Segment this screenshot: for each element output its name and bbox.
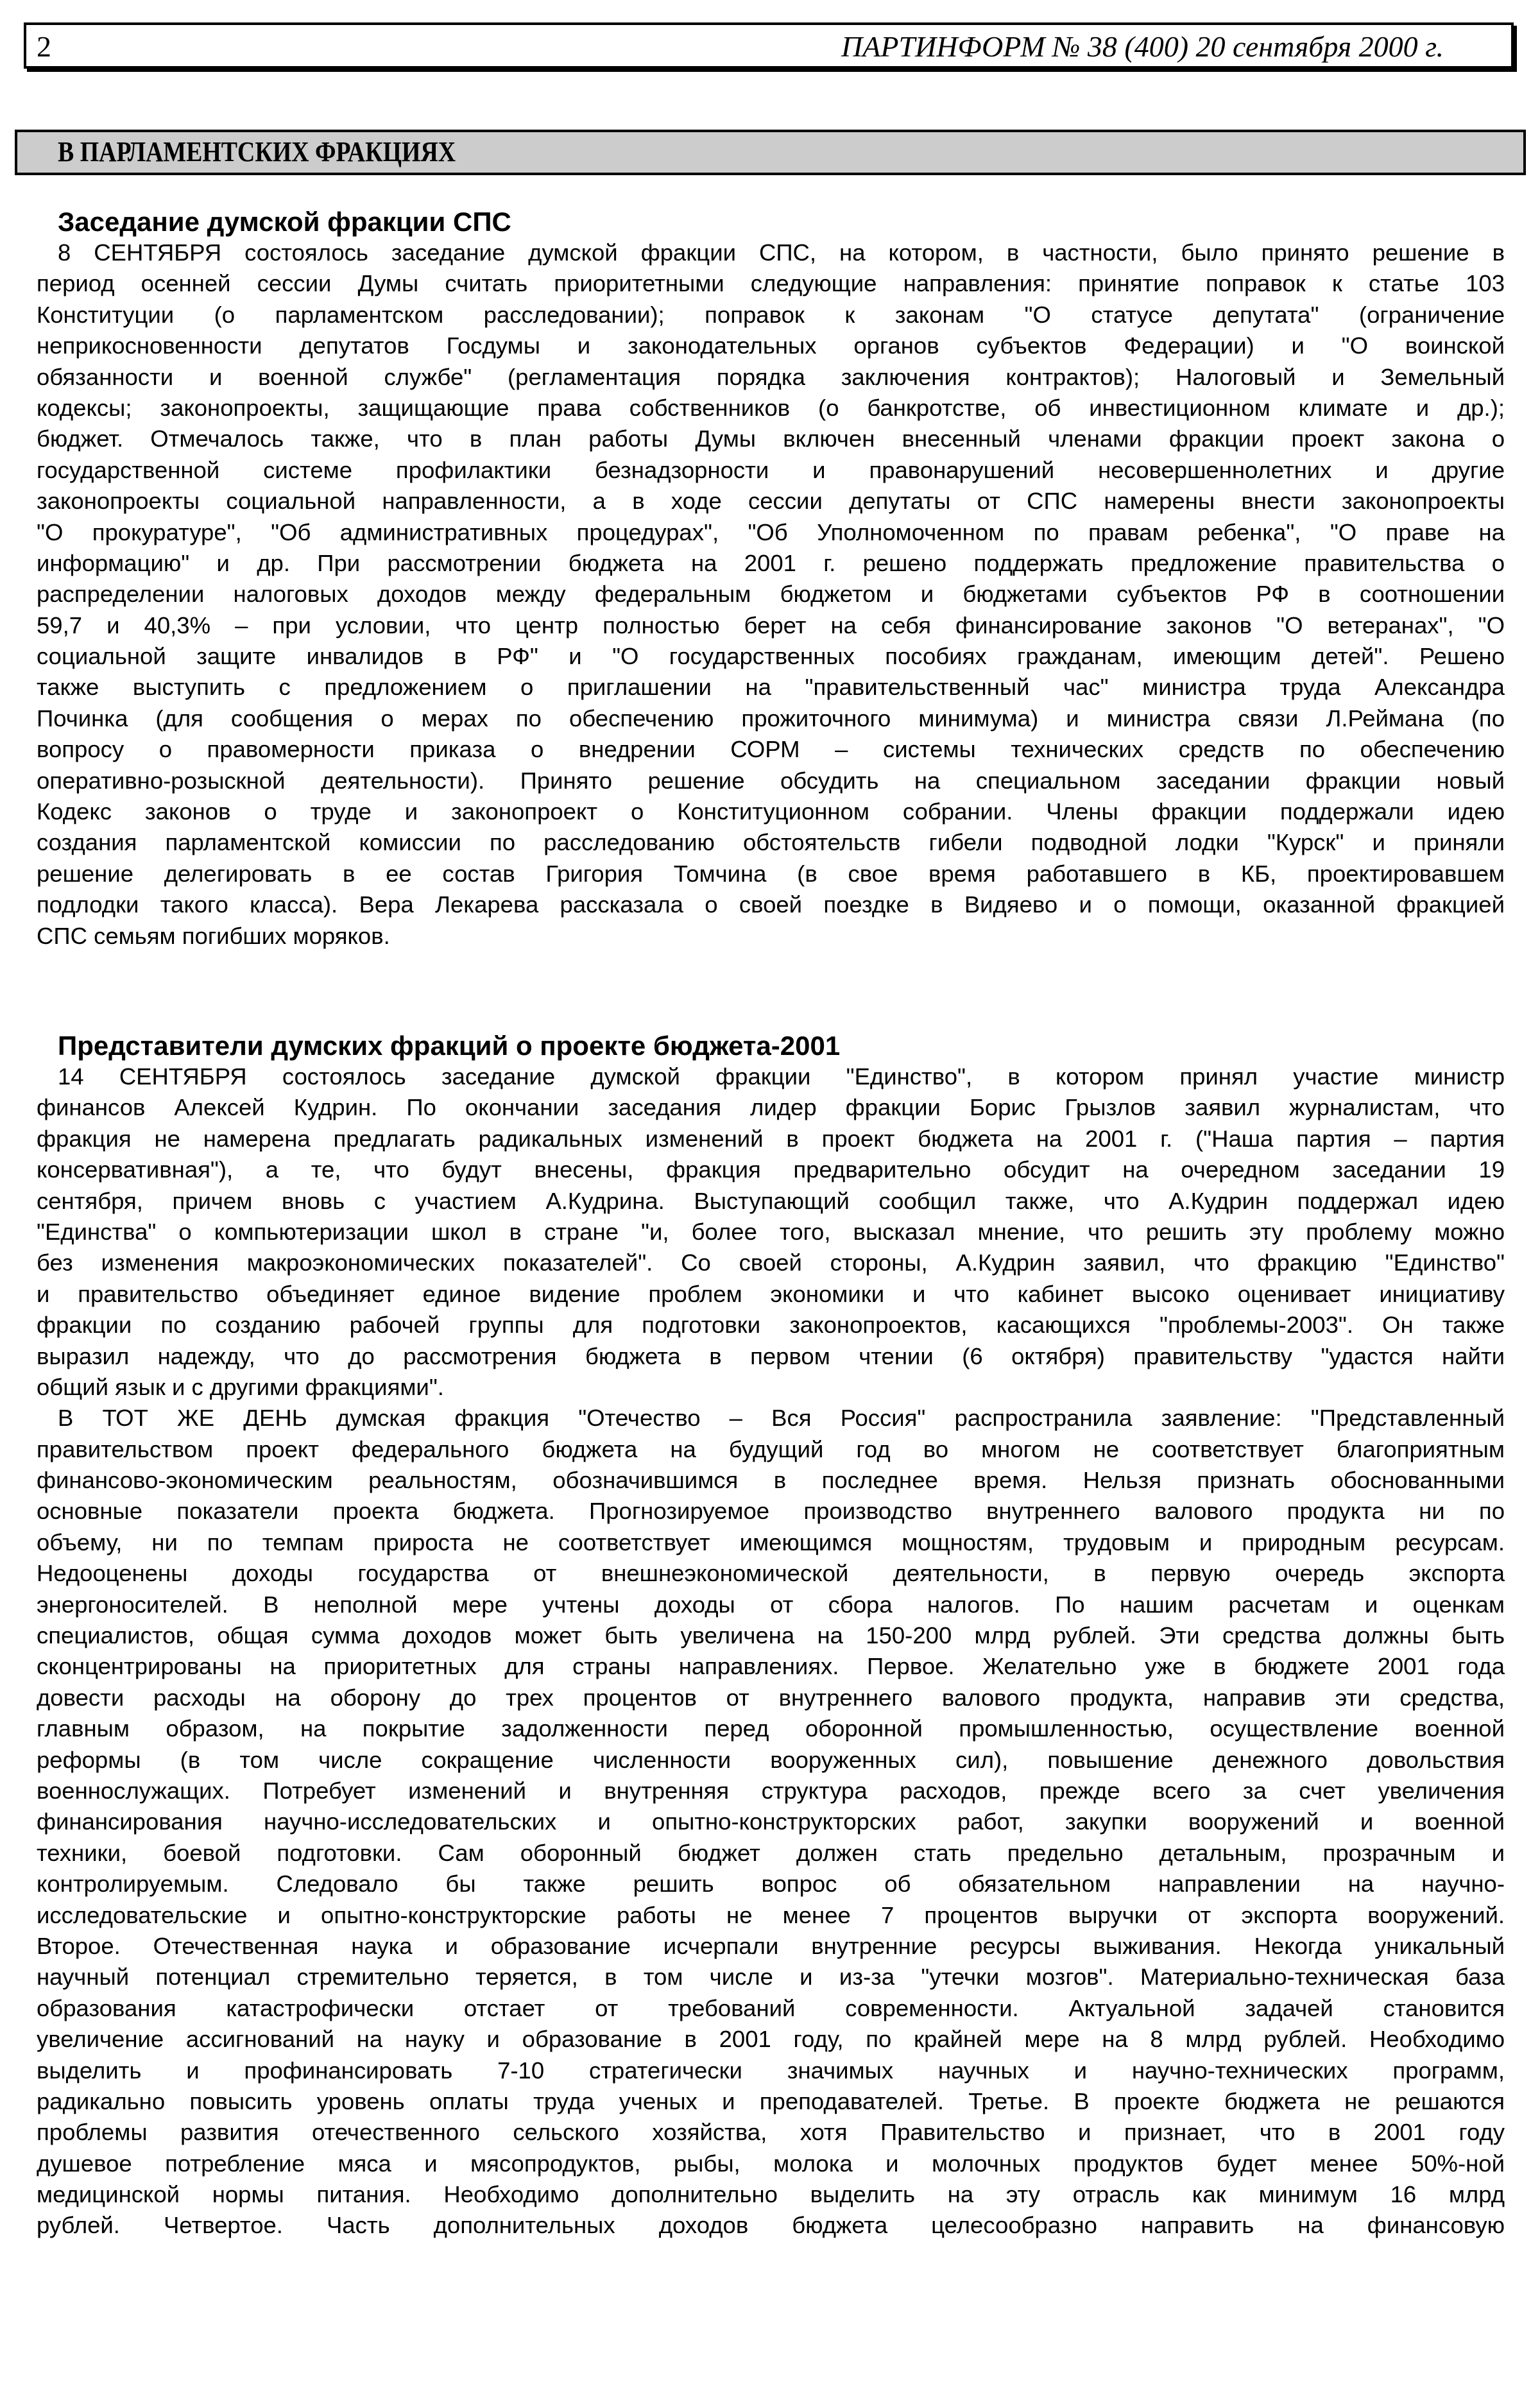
- paragraph: [37, 1403, 1505, 2241]
- text-line: 14 СЕНТЯБРЯ состоялось заседание думской фракции "Единство", в котором принял участие министр: [58, 1063, 1505, 1090]
- text-line: военнослужащих. Потребует изменений и внутренняя структура расходов, прежде всего за счет увеличения: [37, 1777, 1505, 1804]
- publication-issue: ПАРТИНФОРМ № 38 (400) 20 сентября 2000 г.: [841, 30, 1444, 63]
- text-line: оперативно-розыскной деятельности). Принято решение обсудить на специальном заседании фракции новый: [37, 767, 1505, 794]
- text-line: консервативная"), а те, что будут внесены, фракция предварительно обсудит на очередном заседании 19: [37, 1156, 1505, 1183]
- text-line: фракции по созданию рабочей группы для подготовки законопроектов, касающихся "проблемы-2003". Он также: [37, 1312, 1505, 1339]
- text-line: "О прокуратуре", "Об административных процедурах", "Об Уполномоченном по правам ребенка", "О праве на: [37, 518, 1505, 545]
- text-line: Кодекс законов о труде и законопроект о Конституционном собрании. Члены фракции поддержали идею: [37, 798, 1505, 825]
- text-line: финансово-экономическим реальностям, обозначившимся в последнее время. Нельзя признать обоснованными: [37, 1467, 1505, 1494]
- text-line: проблемы развития отечественного сельского хозяйства, хотя Правительство и признает, что в 2001 году: [37, 2119, 1505, 2146]
- text-line: фракция не намерена предлагать радикальных изменений в проект бюджета на 2001 г. ("Наша партия – партия: [37, 1125, 1505, 1152]
- text-line: рублей. Четвертое. Часть дополнительных доходов бюджета целесообразно направить на финансовую: [37, 2212, 1505, 2239]
- article-title: Заседание думской фракции СПС: [58, 207, 511, 237]
- text-line: выразил надежду, что до рассмотрения бюджета в первом чтении (6 октября) правительству "удастся найти: [37, 1342, 1505, 1369]
- rubric-title: В ПАРЛАМЕНТСКИХ ФРАКЦИЯХ: [58, 136, 456, 167]
- text-line: исследовательские и опытно-конструкторские работы не менее 7 процентов выручки от экспорта вооружений.: [37, 1901, 1505, 1928]
- page-header: [24, 22, 1514, 69]
- text-line: увеличение ассигнований на науку и образование в 2001 году, по крайней мере на 8 млрд рублей. Необходимо: [37, 2026, 1505, 2053]
- paragraph: [37, 1061, 1505, 1403]
- text-line: общий язык и с другими фракциями".: [37, 1373, 444, 1400]
- text-line: период осенней сессии Думы считать приоритетными следующие направления: принятие поправок к статье 103: [37, 270, 1505, 297]
- text-line: научный потенциал стремительно теряется, в том числе и из-за "утечки мозгов". Материально-техническая база: [37, 1964, 1505, 1991]
- text-line: "Единства" о компьютеризации школ в стране "и, более того, высказал мнение, что решить эту проблему можно: [37, 1218, 1505, 1245]
- text-line: 59,7 и 40,3% – при условии, что центр полностью берет на себя финансирование законов "О ветеранах", "О: [37, 612, 1505, 638]
- text-line: финансирования научно-исследовательских и опытно-конструкторских работ, закупки вооружений и военной: [37, 1808, 1505, 1835]
- text-line: выделить и профинансировать 7-10 стратегически значимых научных и научно-технических программ,: [37, 2057, 1505, 2084]
- text-line: радикально повысить уровень оплаты труда ученых и преподавателей. Третье. В проекте бюджета не решаются: [37, 2087, 1505, 2114]
- text-line: кодексы; законопроекты, защищающие права собственников (о банкротстве, об инвестиционном климате и др.);: [37, 394, 1505, 421]
- text-line: подлодки такого класса). Вера Лекарева рассказала о своей поездке в Видяево и о помощи, оказанной фракцией: [37, 891, 1505, 918]
- text-line: В ТОТ ЖЕ ДЕНЬ думская фракция "Отечество – Вся Россия" распространила заявление: "Представленный: [58, 1405, 1505, 1432]
- text-line: 8 СЕНТЯБРЯ состоялось заседание думской фракции СПС, на котором, в частности, было принято решение в: [58, 239, 1505, 266]
- section-rubric: [15, 130, 1526, 175]
- text-line: реформы (в том числе сокращение численности вооруженных сил), повышение денежного довольствия: [37, 1746, 1505, 1773]
- article-sps-meeting: [37, 207, 1505, 952]
- text-line: бюджет. Отмечалось также, что в план работы Думы включен внесенный членами фракции проект закона о: [37, 425, 1505, 452]
- article-title: Представители думских фракций о проекте бюджета-2001: [58, 1031, 841, 1061]
- text-line: сконцентрированы на приоритетных для страны направлениях. Первое. Желательно уже в бюджете 2001 года: [37, 1653, 1505, 1680]
- text-line: контролируемым. Следовало бы также решить вопрос об обязательном направлении на научно-: [37, 1871, 1505, 1898]
- article-budget-2001: [37, 1031, 1505, 2241]
- text-line: основные показатели проекта бюджета. Прогнозируемое производство внутреннего валового продукта ни по: [37, 1498, 1505, 1525]
- text-line: распределении налоговых доходов между федеральным бюджетом и бюджетами субъектов РФ в соотношении: [37, 581, 1505, 608]
- article-body: [37, 237, 1505, 952]
- text-line: техники, боевой подготовки. Сам оборонный бюджет должен стать предельно детальным, прозрачным и: [37, 1839, 1505, 1866]
- text-line: также выступить с предложением о приглашении на "правительственный час" министра труда Александра: [37, 674, 1505, 701]
- paragraph: [37, 237, 1505, 952]
- text-line: решение делегировать в ее состав Григория Томчина (в свое время работавшего в КБ, проектировавшем: [37, 860, 1505, 887]
- text-line: Конституции (о парламентском расследовании); поправок к законам "О статусе депутата" (ограничение: [37, 301, 1505, 328]
- text-line: Починка (для сообщения о мерах по обеспечению прожиточного минимума) и министра связи Л.Реймана (по: [37, 705, 1505, 732]
- text-line: обязанности и военной службе" (регламентация порядка заключения контрактов); Налоговый и Земельный: [37, 363, 1505, 390]
- text-line: главным образом, на покрытие задолженности перед оборонной промышленностью, осуществление военной: [37, 1715, 1505, 1742]
- text-line: информацию" и др. При рассмотрении бюджета на 2001 г. решено поддержать предложение правительства о: [37, 549, 1505, 576]
- text-line: социальной защите инвалидов в РФ" и "О государственных пособиях гражданам, имеющим детей". Решено: [37, 643, 1505, 670]
- text-line: Недооценены доходы государства от внешнеэкономической деятельности, в первую очередь экспорта: [37, 1560, 1505, 1587]
- text-line: специалистов, общая сумма доходов может быть увеличена на 150-200 млрд рублей. Эти средства должны быть: [37, 1622, 1505, 1649]
- text-line: сентября, причем вновь с участием А.Кудрина. Выступающий сообщил также, что А.Кудрин поддержал идею: [37, 1187, 1505, 1214]
- text-line: государственной системе профилактики безнадзорности и правонарушений несовершеннолетних и другие: [37, 456, 1505, 483]
- text-line: СПС семьям погибших моряков.: [37, 922, 390, 949]
- article-body: [37, 1061, 1505, 2241]
- page-number: 2: [37, 30, 51, 63]
- text-line: неприкосновенности депутатов Госдумы и законодательных органов субъектов Федерации) и "О воинской: [37, 332, 1505, 359]
- text-line: правительством проект федерального бюджета на будущий год во многом не соответствует благоприятным: [37, 1435, 1505, 1462]
- text-line: образования катастрофически отстает от требований современности. Актуальной задачей становится: [37, 1994, 1505, 2021]
- text-line: объему, ни по темпам прироста не соответствует имеющимся мощностям, трудовым и природным ресурсам.: [37, 1529, 1505, 1555]
- text-line: энергоносителей. В неполной мере учтены доходы от сбора налогов. По нашим расчетам и оценкам: [37, 1591, 1505, 1618]
- text-line: законопроекты социальной направленности, а в ходе сессии депутаты от СПС намерены внести законопроекты: [37, 488, 1505, 515]
- text-line: душевое потребление мяса и мясопродуктов, рыбы, молока и молочных продуктов будет менее 50%-ной: [37, 2150, 1505, 2177]
- text-line: без изменения макроэкономических показателей". Со своей стороны, А.Кудрин заявил, что фракцию "Единство": [37, 1249, 1505, 1276]
- text-line: Второе. Отечественная наука и образование исчерпали внутренние ресурсы выживания. Некогда уникальный: [37, 1932, 1505, 1959]
- text-line: медицинской нормы питания. Необходимо дополнительно выделить на эту отрасль как минимум 16 млрд: [37, 2181, 1505, 2208]
- text-line: финансов Алексей Кудрин. По окончании заседания лидер фракции Борис Грызлов заявил журналистам, что: [37, 1094, 1505, 1121]
- text-line: довести расходы на оборону до трех процентов от внутреннего валового продукта, направив эти средства,: [37, 1684, 1505, 1711]
- text-line: вопросу о правомерности приказа о внедрении СОРМ – системы технических средств по обеспечению: [37, 736, 1505, 763]
- text-line: создания парламентской комиссии по расследованию обстоятельств гибели подводной лодки "Курск" и приняли: [37, 829, 1505, 856]
- text-line: и правительство объединяет единое видение проблем экономики и что кабинет высоко оценивает инициативу: [37, 1280, 1505, 1307]
